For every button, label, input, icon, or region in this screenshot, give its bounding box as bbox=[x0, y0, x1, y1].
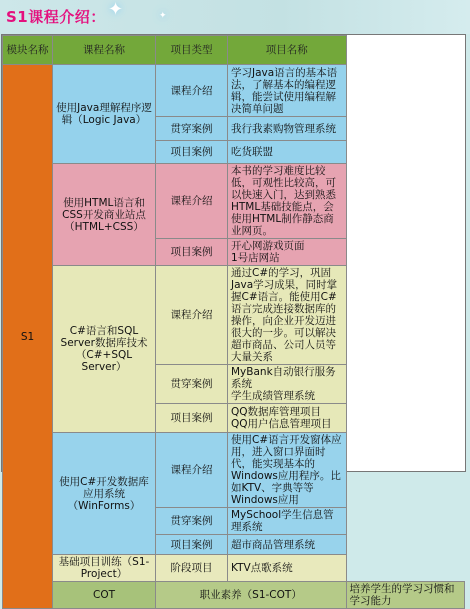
project-cell: KTV点歌系统 bbox=[228, 555, 347, 582]
header-module: 模块名称 bbox=[3, 36, 53, 65]
type-cell: 贯穿案例 bbox=[156, 365, 228, 404]
type-cell: 课程介绍 bbox=[156, 164, 228, 239]
project-cell: MyBank自动银行服务系统 学生成绩管理系统 bbox=[228, 365, 347, 404]
course-name-cell: 职业素养（S1-COT） bbox=[156, 582, 347, 609]
course-name-cell: 使用C#开发数据库应用系统（WinForms） bbox=[53, 433, 156, 555]
type-cell: 课程介绍 bbox=[156, 433, 228, 508]
course-name-cell: 使用HTML语言和CSS开发商业站点（HTML+CSS） bbox=[53, 164, 156, 266]
course-name-cell: C#语言和SQL Server数据库技术（C#+SQL Server） bbox=[53, 266, 156, 433]
project-cell: 吃货联盟 bbox=[228, 141, 347, 164]
type-cell: 贯穿案例 bbox=[156, 117, 228, 141]
project-cell: 我行我素购物管理系统 bbox=[228, 117, 347, 141]
header-course: 课程名称 bbox=[53, 36, 156, 65]
page-title: S1课程介绍： bbox=[6, 8, 106, 26]
table-row bbox=[3, 164, 465, 239]
table-row bbox=[3, 266, 465, 365]
course-table bbox=[1, 34, 466, 607]
project-cell: QQ数据库管理项目 QQ用户信息管理项目 bbox=[228, 404, 347, 433]
project-cell: 使用C#语言开发窗体应用，进入窗口界面时代，能实现基本的Windows应用程序。比如KTV、字典等等Windows应用 bbox=[228, 433, 347, 508]
type-cell: 课程介绍 bbox=[156, 266, 228, 365]
type-cell: 阶段项目 bbox=[156, 555, 228, 582]
type-cell: 项目案例 bbox=[156, 239, 228, 266]
module-cot-cell: COT bbox=[53, 582, 156, 609]
small-sparkle-icon: ✦ bbox=[159, 11, 167, 21]
project-cell: 开心网游戏页面 1号店网站 bbox=[228, 239, 347, 266]
header-type: 项目类型 bbox=[156, 36, 228, 65]
course-name-cell: 使用Java理解程序逻辑（Logic Java） bbox=[53, 65, 156, 164]
page-header bbox=[0, 0, 470, 34]
project-cell: 本书的学习难度比较低，可观性比较高，可以快速入门，达到熟悉HTML基础技能点，会使用HTML制作静态商业网页。 bbox=[228, 164, 347, 239]
project-cell: MySchool学生信息管理系统 bbox=[228, 508, 347, 535]
table-row bbox=[3, 433, 465, 508]
table-header-row bbox=[3, 36, 465, 65]
table-row bbox=[3, 555, 465, 582]
table-row bbox=[3, 65, 465, 117]
header-project: 项目名称 bbox=[228, 36, 347, 65]
project-cell: 培养学生的学习习惯和学习能力 bbox=[346, 582, 465, 609]
type-cell: 贯穿案例 bbox=[156, 508, 228, 535]
project-cell: 超市商品管理系统 bbox=[228, 535, 347, 555]
course-name-cell: 基础项目训练（S1-Project） bbox=[53, 555, 156, 582]
type-cell: 项目案例 bbox=[156, 404, 228, 433]
type-cell: 项目案例 bbox=[156, 535, 228, 555]
project-cell: 通过C#的学习，巩固Java学习成果，同时掌握C#语言。能使用C#语言完成连接数据库的操作，向企业开发迈进很大的一步。可以解决超市商品、公司人员等大量关系 bbox=[228, 266, 347, 365]
type-cell: 项目案例 bbox=[156, 141, 228, 164]
module-s1-cell: S1 bbox=[3, 65, 53, 609]
table-row bbox=[3, 582, 465, 609]
project-cell: 学习Java语言的基本语法，了解基本的编程逻辑，能尝试使用编程解决简单问题 bbox=[228, 65, 347, 117]
sparkle-icon: ✦ bbox=[108, 0, 124, 20]
type-cell: 课程介绍 bbox=[156, 65, 228, 117]
